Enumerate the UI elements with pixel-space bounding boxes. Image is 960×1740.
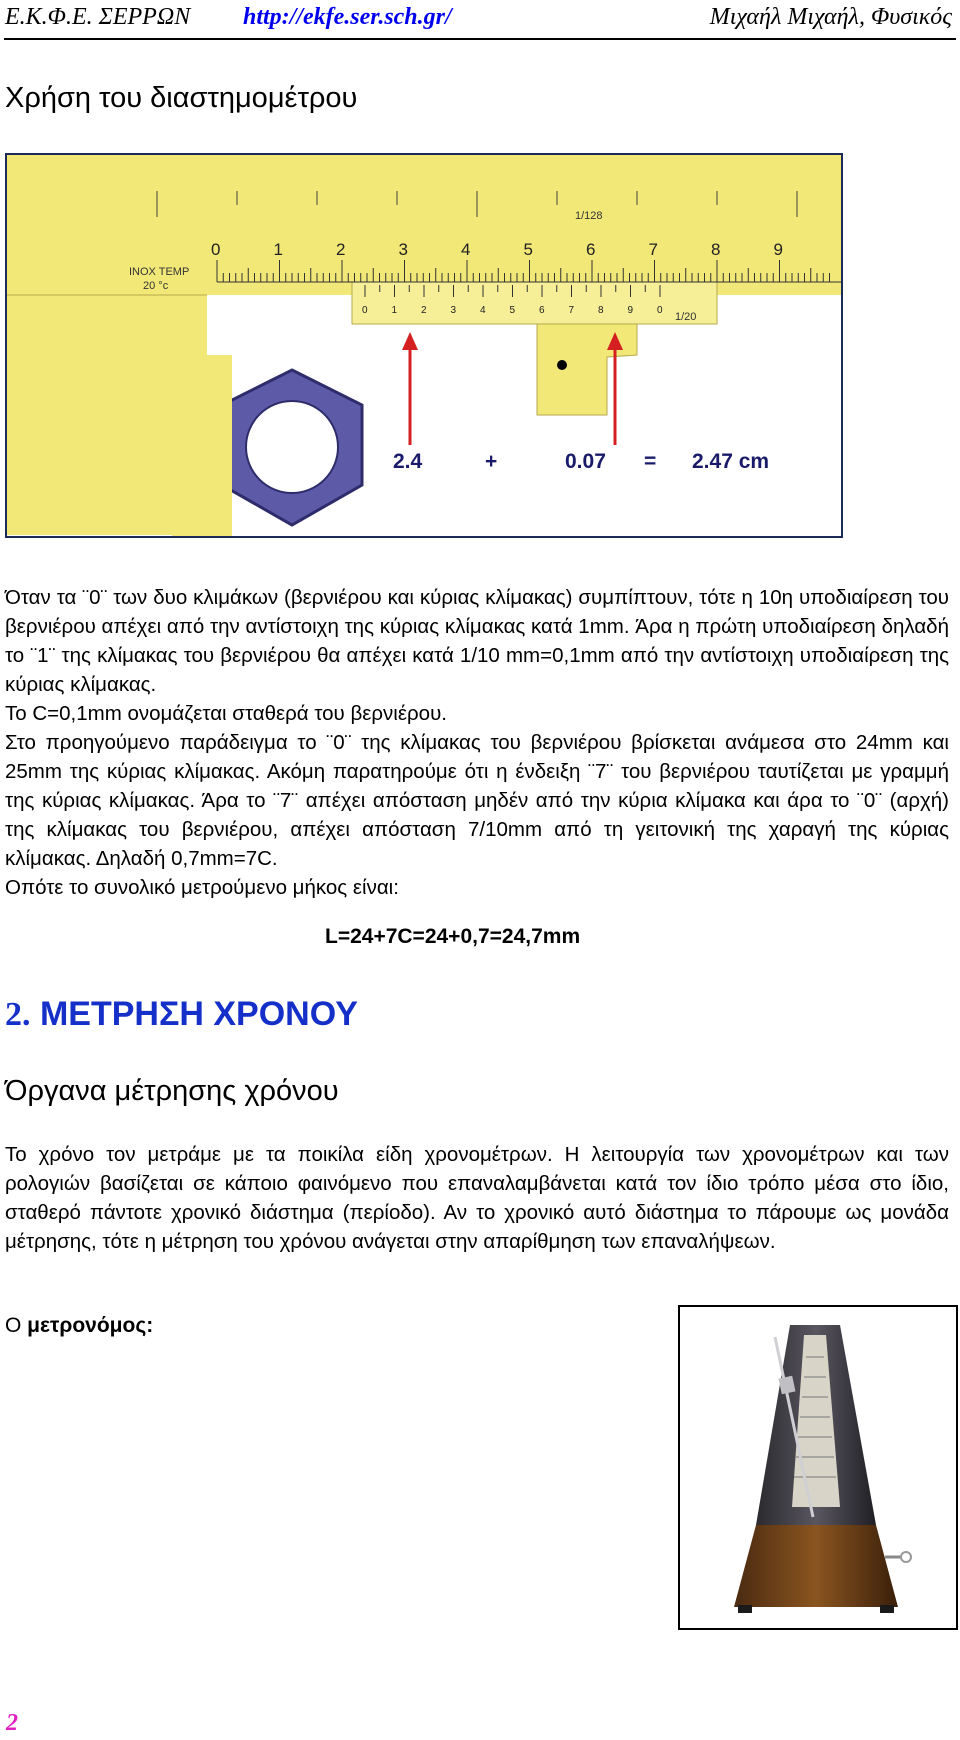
hex-nut — [222, 370, 362, 525]
vernier-number: 6 — [539, 305, 545, 316]
vernier-number: 5 — [509, 305, 516, 316]
caliper-moving-jaw — [537, 324, 637, 415]
top-fraction: 1/128 — [575, 210, 603, 222]
vernier-number: 4 — [480, 305, 486, 316]
caliper-explanation — [5, 583, 949, 902]
main-scale-number: 8 — [711, 240, 721, 259]
page-header — [0, 0, 960, 42]
page-number: 2 — [6, 1710, 18, 1736]
time-paragraph: Το χρόνο τον μετράμε με τα ποικίλα είδη χρονομέτρων. Η λειτουργία των χρονομέτρων και των ρολογιών βασίζεται σε κάποιο φαινόμενο που επαναλαμβάνεται κατά τον ίδιο τρόπο μέσα στο ίδιο, σταθερό πάντοτε χρονικό διάστημα (περίοδο). Αν το χρονικό αυτό διάστημα το πάρουμε ως μονάδα μέτρησης, τότε η μέτρηση του χρόνου ανάγεται στην απαρίθμηση των επαναλήψεων. — [5, 1143, 949, 1253]
vernier-number: 1 — [391, 305, 398, 316]
vernier-number: 0 — [362, 305, 368, 316]
main-scale-number: 6 — [586, 240, 596, 259]
paragraph-4: Οπότε το συνολικό μετρούμενο μήκος είναι: — [5, 876, 399, 899]
section-heading-time — [5, 995, 358, 1034]
reading-main: 2.4 — [393, 450, 423, 473]
section-title: ΜΕΤΡΗΣΗ ΧΡΟΝΟΥ — [39, 995, 358, 1033]
main-scale-number: 0 — [211, 240, 221, 259]
reading-vernier: 0.07 — [565, 450, 606, 473]
length-formula: L=24+7C=24+0,7=24,7mm — [325, 925, 581, 948]
vernier-number: 9 — [627, 305, 634, 316]
paragraph-3: Στο προηγούμενο παράδειγμα το ¨0¨ της κλίμακας του βερνιέρου βρίσκεται ανάμεσα στο 24mm και 25mm της κύριας κλίμακας. Ακόμη παρατηρούμε ότι η ένδειξη ¨7¨ του βερνιέρου ταυτίζεται με γραμμή της κύριας κλίμακας. Άρα το ¨7¨ απέχει απόσταση μηδέν από την κύρια κλίμακα και άρα το ¨0¨ (αρχή) της κλίμακας του βερνιέρου, απέχει απόσταση 7/10mm από τη γειτονική της χαραγή της κύριας κλίμακας. Δηλαδή 0,7mm=7C. — [5, 731, 949, 870]
reading-plus: + — [485, 450, 498, 473]
main-scale-number: 2 — [336, 240, 346, 259]
main-scale-number: 9 — [773, 240, 783, 259]
reading-result: 2.47 cm — [692, 450, 770, 473]
metronome-label — [5, 1314, 153, 1338]
metronome-prefix: Ο — [5, 1314, 28, 1337]
vernier-fraction: 1/20 — [675, 311, 697, 323]
section-number: 2. — [5, 996, 31, 1033]
vernier-number: 0 — [657, 305, 663, 316]
paragraph-1: Όταν τα ¨0¨ των δυο κλιμάκων (βερνιέρου και κύριας κλίμακας) συμπίπτουν, τότε η 10η υποδιαίρεση του βερνιέρου απέχει από την αντίστοιχη της κύριας κλίμακας κατά 1mm. Άρα η πρώτη υποδιαίρεση δηλαδή το ¨1¨ της κλίμακας του βερνιέρου θα απέχει κατά 1/10 mm=0,1mm από την αντίστοιχη υποδιαίρεση της κύριας κλίμακας. — [5, 586, 949, 696]
metronome-bold: μετρονόμος: — [27, 1314, 154, 1337]
main-scale-number: 1 — [273, 240, 283, 259]
section-subtitle-caliper: Χρήση του διαστημομέτρου — [5, 82, 358, 114]
paragraph-2: Το C=0,1mm ονομάζεται σταθερά του βερνιέρου. — [5, 702, 447, 725]
brand-line-2: 20 °c — [143, 280, 169, 292]
vernier-number: 2 — [421, 305, 427, 316]
metronome-photo — [678, 1305, 958, 1630]
vernier-number: 3 — [450, 305, 457, 316]
header-org: Ε.Κ.Φ.Ε. ΣΕΡΡΩΝ — [5, 4, 191, 30]
main-scale-number: 3 — [398, 240, 408, 259]
winding-key — [901, 1552, 911, 1562]
main-scale-number: 7 — [648, 240, 658, 259]
caliper-drawing — [7, 155, 841, 536]
header-author: Μιχαήλ Μιχαήλ, Φυσικός — [709, 4, 952, 30]
metronome-base — [734, 1525, 898, 1607]
caliper-figure — [5, 153, 843, 538]
metronome-drawing — [680, 1307, 956, 1628]
reading-equation — [393, 450, 769, 473]
brand-line-1: INOX TEMP — [129, 266, 190, 278]
main-scale-number: 5 — [523, 240, 533, 259]
lock-screw-dot — [557, 360, 567, 370]
vernier-number: 7 — [568, 305, 575, 316]
section-subtitle-time-instruments: Όργανα μέτρησης χρόνου — [5, 1075, 339, 1107]
vernier-number: 8 — [598, 305, 604, 316]
header-url-link[interactable]: http://ekfe.ser.sch.gr/ — [243, 4, 452, 30]
main-scale-number: 4 — [461, 240, 471, 259]
reading-equals: = — [644, 450, 657, 473]
vernier-slider — [352, 282, 717, 324]
header-rule — [4, 38, 956, 40]
